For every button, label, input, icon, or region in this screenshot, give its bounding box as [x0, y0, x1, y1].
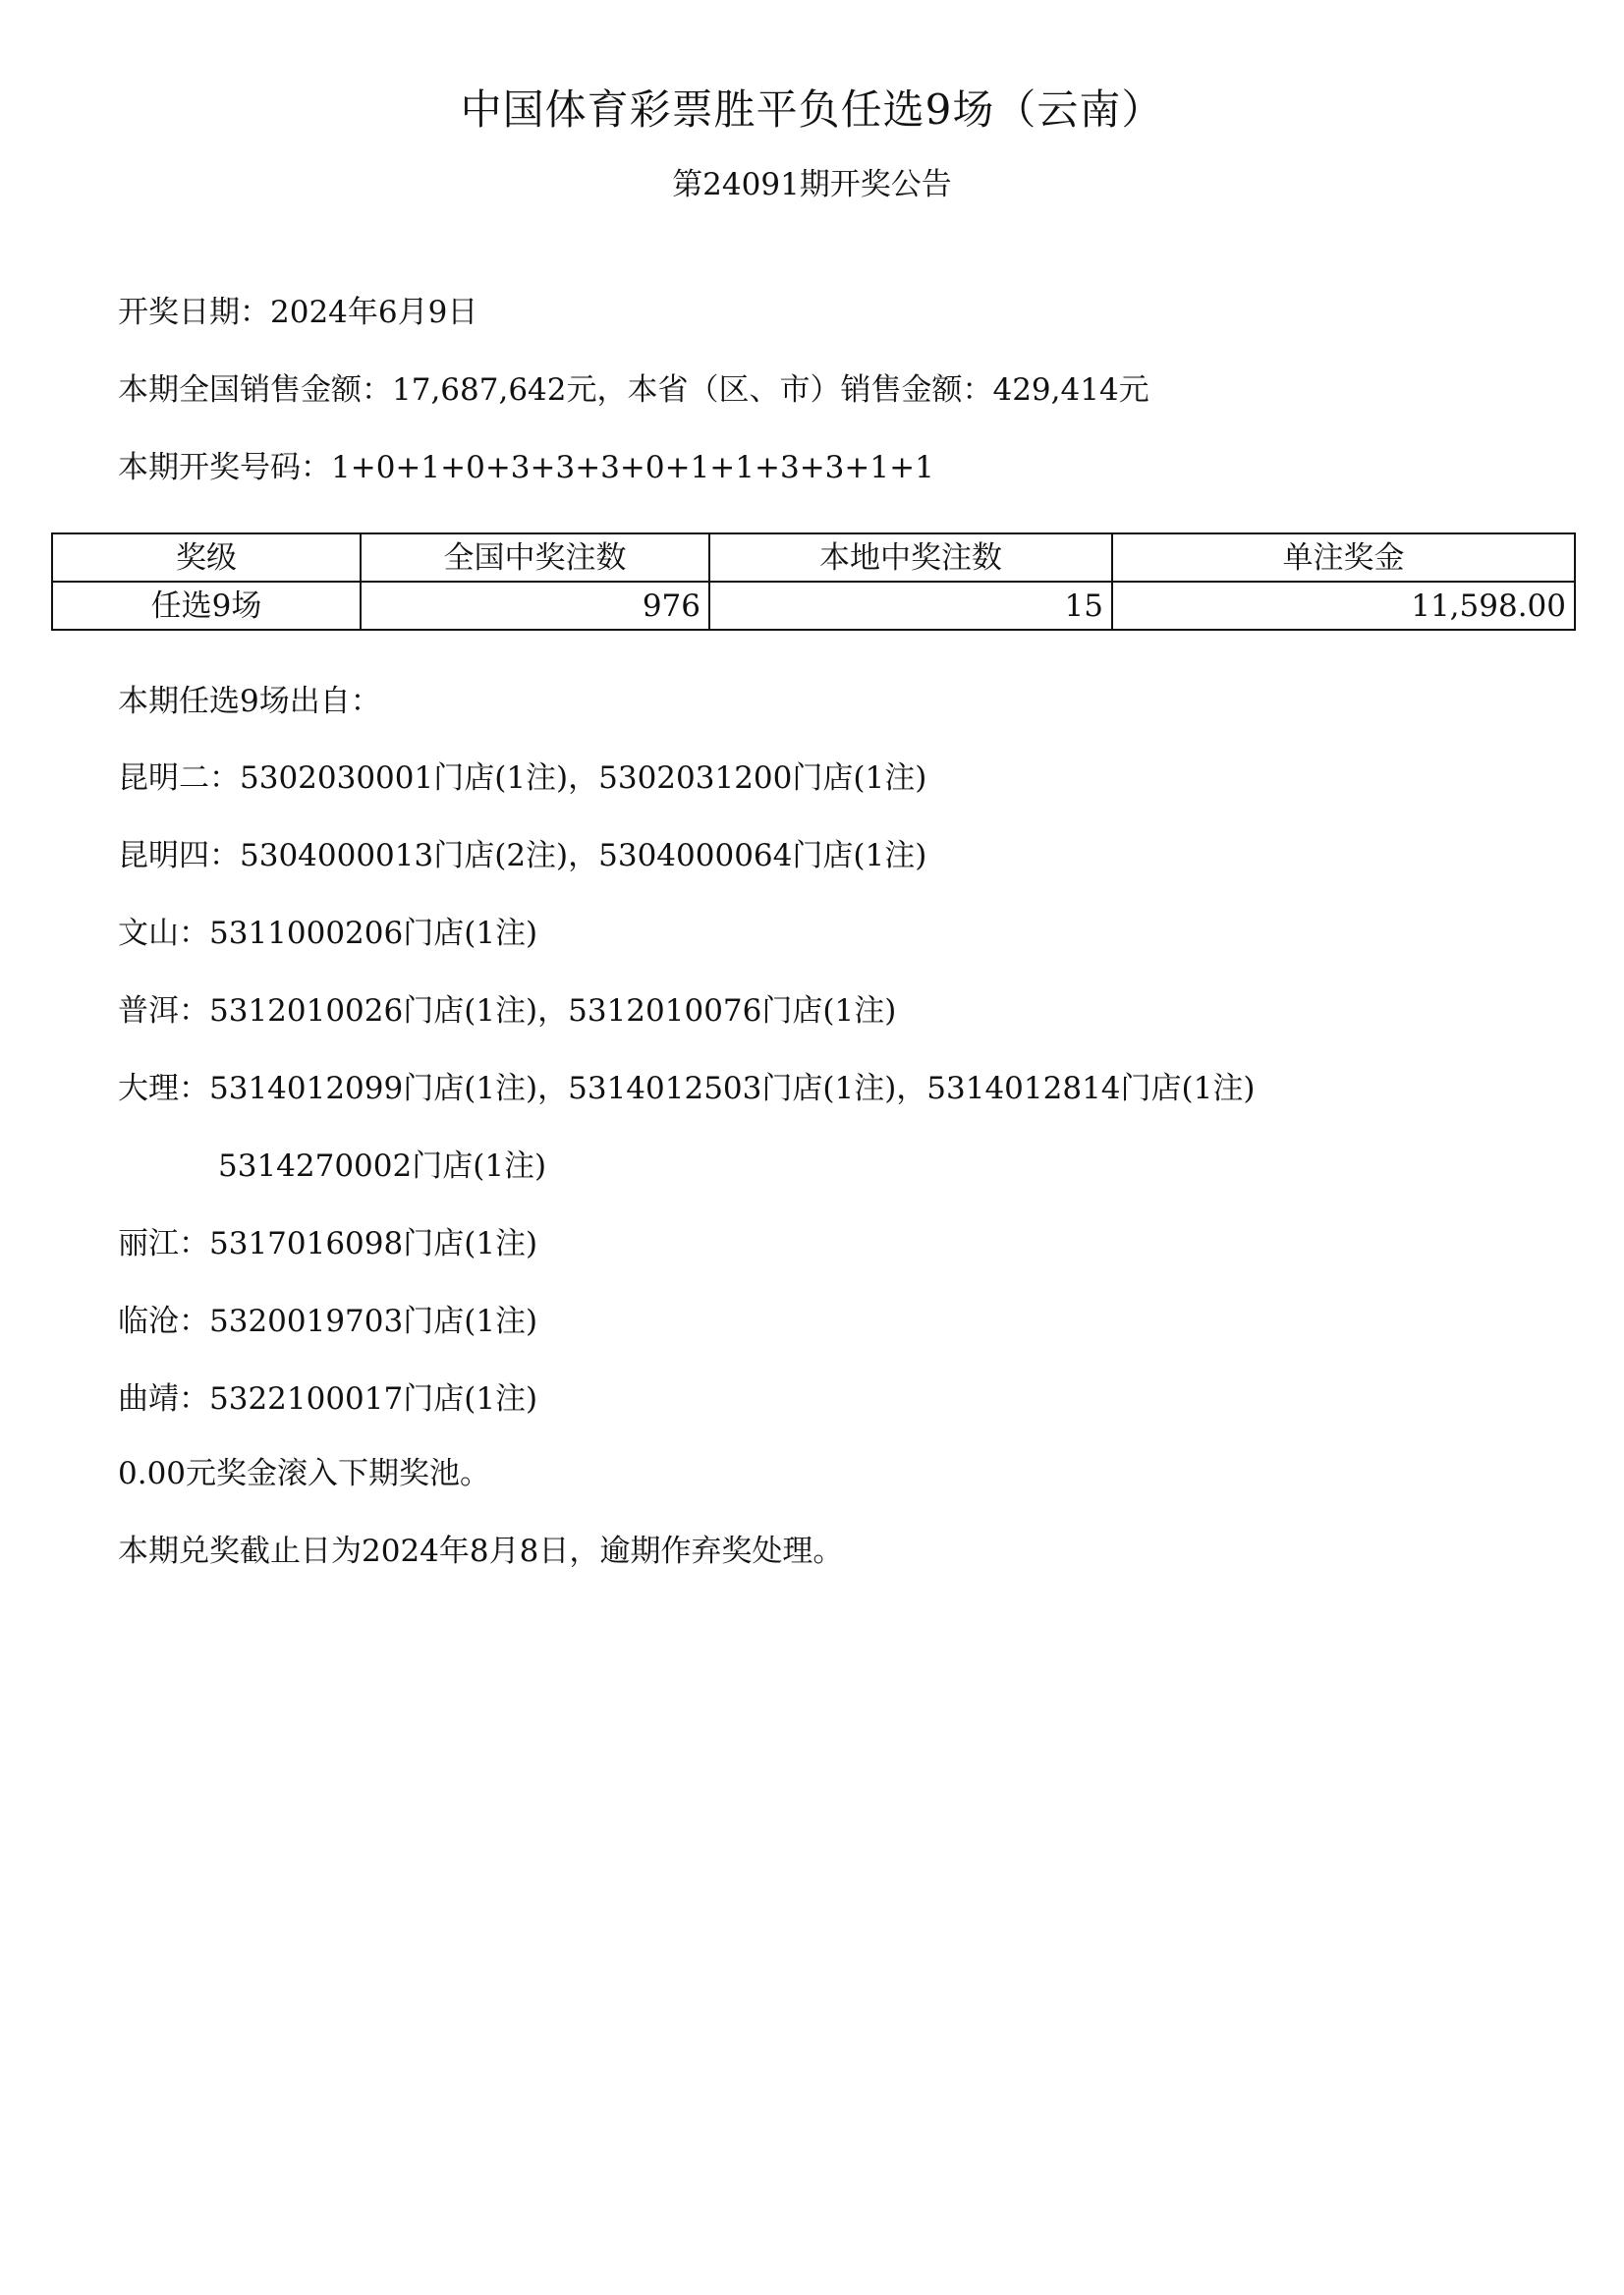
winner-line: 大理：5314012099门店(1注)，5314012503门店(1注)，5314012814门店(1注) — [118, 1071, 1256, 1106]
winner-line: 临沧：5320019703门店(1注) — [118, 1304, 538, 1339]
winners-intro: 本期任选9场出自： — [118, 684, 381, 719]
header-prize-amount: 单注奖金 — [1112, 533, 1575, 582]
document-subtitle: 第24091期开奖公告 — [672, 167, 952, 202]
document-title: 中国体育彩票胜平负任选9场（云南） — [460, 85, 1164, 134]
prize-table — [51, 532, 1576, 631]
winner-line: 曲靖：5322100017门店(1注) — [118, 1381, 538, 1417]
sales-amount: 本期全国销售金额：17,687,642元，本省（区、市）销售金额：429,414元 — [118, 372, 1149, 408]
winner-line: 文山：5311000206门店(1注) — [118, 916, 538, 951]
cell-local-winners: 15 — [709, 582, 1112, 630]
winning-numbers: 本期开奖号码：1+0+1+0+3+3+3+0+1+1+3+3+1+1 — [118, 450, 934, 485]
winner-line: 普洱：5312010026门店(1注)，5312010076门店(1注) — [118, 993, 897, 1029]
cell-national-winners: 976 — [361, 582, 709, 630]
winner-line: 丽江：5317016098门店(1注) — [118, 1226, 538, 1261]
cell-prize-amount: 11,598.00 — [1112, 582, 1575, 630]
claim-deadline: 本期兑奖截止日为2024年8月8日，逾期作弃奖处理。 — [118, 1534, 844, 1569]
header-prize-level: 奖级 — [52, 533, 361, 582]
winner-line: 昆明二：5302030001门店(1注)，5302031200门店(1注) — [118, 760, 927, 796]
table-header-row — [52, 533, 1575, 582]
header-local-winners: 本地中奖注数 — [709, 533, 1112, 582]
header-national-winners: 全国中奖注数 — [361, 533, 709, 582]
rollover-note: 0.00元奖金滚入下期奖池。 — [118, 1456, 491, 1491]
cell-prize-level: 任选9场 — [52, 582, 361, 630]
winner-line-continued: 5314270002门店(1注) — [218, 1148, 547, 1184]
table-row — [52, 582, 1575, 630]
winner-line: 昆明四：5304000013门店(2注)，5304000064门店(1注) — [118, 838, 927, 873]
draw-date: 开奖日期：2024年6月9日 — [118, 295, 478, 330]
